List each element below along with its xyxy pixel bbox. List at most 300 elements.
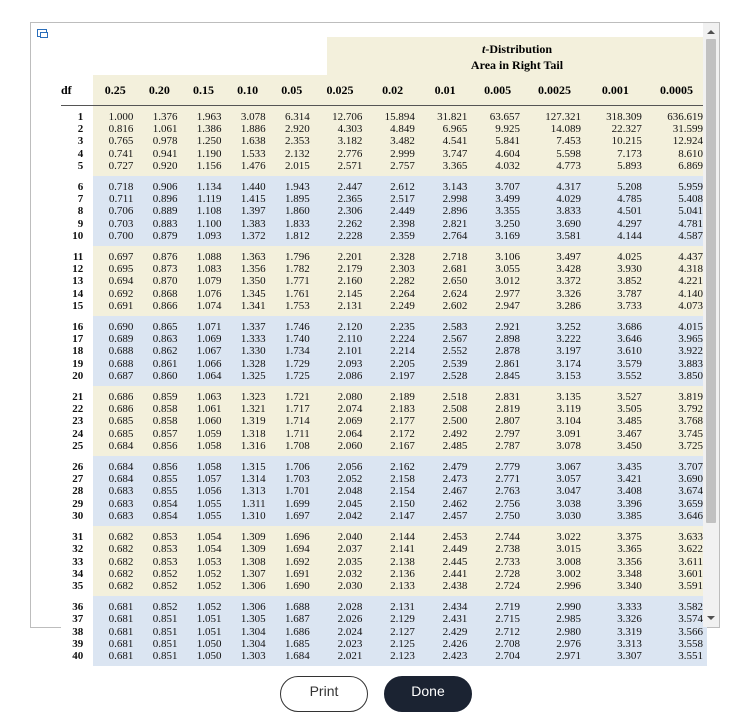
value-cell: 10.215 xyxy=(585,135,646,147)
value-cell: 63.657 xyxy=(471,106,524,124)
table-row xyxy=(61,358,707,370)
value-cell: 2.708 xyxy=(471,638,524,650)
value-cell: 1.053 xyxy=(181,556,225,568)
scroll-down-icon[interactable] xyxy=(703,611,719,625)
t-table xyxy=(61,75,707,666)
value-cell: 2.131 xyxy=(314,300,367,316)
value-cell: 1.074 xyxy=(181,300,225,316)
value-cell: 3.104 xyxy=(524,415,585,427)
df-cell: 37 xyxy=(61,613,93,625)
value-cell: 2.650 xyxy=(419,275,472,287)
value-cell: 2.473 xyxy=(419,473,472,485)
value-cell: 2.123 xyxy=(366,650,419,666)
value-cell: 1.686 xyxy=(270,626,314,638)
value-cell: 1.088 xyxy=(181,246,225,263)
value-cell: 1.729 xyxy=(270,358,314,370)
value-cell: 0.682 xyxy=(93,580,137,596)
value-cell: 0.681 xyxy=(93,638,137,650)
value-cell: 2.920 xyxy=(270,123,314,135)
value-cell: 2.724 xyxy=(471,580,524,596)
value-cell: 1.376 xyxy=(137,106,181,124)
value-cell: 0.857 xyxy=(137,428,181,440)
value-cell: 2.449 xyxy=(366,205,419,217)
value-cell: 2.980 xyxy=(524,626,585,638)
col-header: 0.025 xyxy=(314,75,367,106)
value-cell: 0.854 xyxy=(137,510,181,526)
value-cell: 2.921 xyxy=(471,316,524,333)
value-cell: 2.069 xyxy=(314,415,367,427)
df-cell: 21 xyxy=(61,386,93,403)
value-cell: 2.715 xyxy=(471,613,524,625)
value-cell: 0.851 xyxy=(137,650,181,666)
value-cell: 3.396 xyxy=(585,498,646,510)
value-cell: 1.688 xyxy=(270,596,314,613)
table-row xyxy=(61,176,707,193)
value-cell: 2.426 xyxy=(419,638,472,650)
value-cell: 2.086 xyxy=(314,370,367,386)
df-cell: 20 xyxy=(61,370,93,386)
value-cell: 3.313 xyxy=(585,638,646,650)
value-cell: 2.162 xyxy=(366,456,419,473)
value-cell: 5.208 xyxy=(585,176,646,193)
col-header: 0.20 xyxy=(137,75,181,106)
value-cell: 2.141 xyxy=(366,543,419,555)
value-cell: 1.309 xyxy=(226,526,270,543)
value-cell: 2.898 xyxy=(471,333,524,345)
value-cell: 3.319 xyxy=(585,626,646,638)
value-cell: 1.315 xyxy=(226,456,270,473)
value-cell: 0.694 xyxy=(93,275,137,287)
df-cell: 29 xyxy=(61,498,93,510)
value-cell: 1.055 xyxy=(181,510,225,526)
value-cell: 1.833 xyxy=(270,218,314,230)
df-cell: 31 xyxy=(61,526,93,543)
scrollbar[interactable] xyxy=(703,23,719,627)
value-cell: 3.833 xyxy=(524,205,585,217)
value-cell: 1.383 xyxy=(226,218,270,230)
value-cell: 636.619 xyxy=(646,106,707,124)
value-cell: 0.711 xyxy=(93,193,137,205)
value-cell: 2.718 xyxy=(419,246,472,263)
value-cell: 1.963 xyxy=(181,106,225,124)
value-cell: 2.845 xyxy=(471,370,524,386)
df-cell: 8 xyxy=(61,205,93,217)
value-cell: 2.441 xyxy=(419,568,472,580)
value-cell: 3.922 xyxy=(646,345,707,357)
value-cell: 0.689 xyxy=(93,333,137,345)
value-cell: 1.697 xyxy=(270,510,314,526)
value-cell: 2.183 xyxy=(366,403,419,415)
value-cell: 4.025 xyxy=(585,246,646,263)
value-cell: 2.093 xyxy=(314,358,367,370)
value-cell: 3.197 xyxy=(524,345,585,357)
value-cell: 2.776 xyxy=(314,148,367,160)
table-row xyxy=(61,650,707,666)
value-cell: 1.055 xyxy=(181,498,225,510)
scroll-up-icon[interactable] xyxy=(703,25,719,39)
value-cell: 3.611 xyxy=(646,556,707,568)
value-cell: 3.326 xyxy=(524,288,585,300)
value-cell: 1.699 xyxy=(270,498,314,510)
df-cell: 30 xyxy=(61,510,93,526)
value-cell: 2.167 xyxy=(366,440,419,456)
value-cell: 3.690 xyxy=(524,218,585,230)
value-cell: 4.297 xyxy=(585,218,646,230)
value-cell: 1.314 xyxy=(226,473,270,485)
value-cell: 2.138 xyxy=(366,556,419,568)
value-cell: 0.682 xyxy=(93,568,137,580)
value-cell: 0.686 xyxy=(93,386,137,403)
value-cell: 1.076 xyxy=(181,288,225,300)
df-cell: 4 xyxy=(61,148,93,160)
value-cell: 2.064 xyxy=(314,428,367,440)
value-cell: 2.977 xyxy=(471,288,524,300)
value-cell: 3.733 xyxy=(585,300,646,316)
df-cell: 27 xyxy=(61,473,93,485)
value-cell: 1.303 xyxy=(226,650,270,666)
value-cell: 2.110 xyxy=(314,333,367,345)
value-cell: 4.144 xyxy=(585,230,646,246)
value-cell: 3.819 xyxy=(646,386,707,403)
value-cell: 3.055 xyxy=(471,263,524,275)
value-cell: 2.728 xyxy=(471,568,524,580)
value-cell: 2.052 xyxy=(314,473,367,485)
value-cell: 2.133 xyxy=(366,580,419,596)
value-cell: 0.858 xyxy=(137,415,181,427)
col-header: 0.25 xyxy=(93,75,137,106)
value-cell: 2.438 xyxy=(419,580,472,596)
value-cell: 1.059 xyxy=(181,428,225,440)
value-cell: 0.866 xyxy=(137,300,181,316)
value-cell: 3.581 xyxy=(524,230,585,246)
df-cell: 15 xyxy=(61,300,93,316)
value-cell: 0.681 xyxy=(93,596,137,613)
value-cell: 5.598 xyxy=(524,148,585,160)
value-cell: 1.771 xyxy=(270,275,314,287)
df-cell: 1 xyxy=(61,106,93,124)
value-cell: 1.350 xyxy=(226,275,270,287)
value-cell: 3.435 xyxy=(585,456,646,473)
value-cell: 1.717 xyxy=(270,403,314,415)
value-cell: 2.080 xyxy=(314,386,367,403)
value-cell: 1.052 xyxy=(181,596,225,613)
value-cell: 3.365 xyxy=(585,543,646,555)
df-cell: 40 xyxy=(61,650,93,666)
table-row xyxy=(61,456,707,473)
value-cell: 0.861 xyxy=(137,358,181,370)
value-cell: 2.136 xyxy=(366,568,419,580)
df-cell: 19 xyxy=(61,358,93,370)
table-viewer xyxy=(30,22,720,662)
table-row xyxy=(61,333,707,345)
value-cell: 3.174 xyxy=(524,358,585,370)
value-cell: 2.457 xyxy=(419,510,472,526)
value-cell: 1.415 xyxy=(226,193,270,205)
table-row xyxy=(61,370,707,386)
value-cell: 1.304 xyxy=(226,638,270,650)
value-cell: 0.855 xyxy=(137,485,181,497)
value-cell: 1.703 xyxy=(270,473,314,485)
value-cell: 3.610 xyxy=(585,345,646,357)
value-cell: 0.920 xyxy=(137,160,181,176)
table-row xyxy=(61,596,707,613)
value-cell: 3.707 xyxy=(471,176,524,193)
value-cell: 0.870 xyxy=(137,275,181,287)
value-cell: 1.057 xyxy=(181,473,225,485)
value-cell: 2.201 xyxy=(314,246,367,263)
value-cell: 1.325 xyxy=(226,370,270,386)
value-cell: 0.685 xyxy=(93,415,137,427)
value-cell: 4.781 xyxy=(646,218,707,230)
table-row xyxy=(61,205,707,217)
value-cell: 3.038 xyxy=(524,498,585,510)
value-cell: 2.197 xyxy=(366,370,419,386)
value-cell: 1.079 xyxy=(181,275,225,287)
value-cell: 2.431 xyxy=(419,613,472,625)
value-cell: 1.812 xyxy=(270,230,314,246)
value-cell: 0.851 xyxy=(137,613,181,625)
value-cell: 2.757 xyxy=(366,160,419,176)
value-cell: 2.764 xyxy=(419,230,472,246)
value-cell: 3.408 xyxy=(585,485,646,497)
value-cell: 1.304 xyxy=(226,626,270,638)
value-cell: 6.965 xyxy=(419,123,472,135)
table-row xyxy=(61,135,707,147)
value-cell: 1.694 xyxy=(270,543,314,555)
value-cell: 1.050 xyxy=(181,650,225,666)
value-cell: 4.318 xyxy=(646,263,707,275)
value-cell: 1.696 xyxy=(270,526,314,543)
value-cell: 1.337 xyxy=(226,316,270,333)
value-cell: 3.356 xyxy=(585,556,646,568)
value-cell: 0.854 xyxy=(137,498,181,510)
value-cell: 2.101 xyxy=(314,345,367,357)
value-cell: 1.071 xyxy=(181,316,225,333)
value-cell: 3.558 xyxy=(646,638,707,650)
value-cell: 1.440 xyxy=(226,176,270,193)
value-cell: 3.852 xyxy=(585,275,646,287)
value-cell: 3.850 xyxy=(646,370,707,386)
value-cell: 2.750 xyxy=(471,510,524,526)
value-cell: 3.574 xyxy=(646,613,707,625)
table-row xyxy=(61,415,707,427)
value-cell: 3.505 xyxy=(585,403,646,415)
value-cell: 2.763 xyxy=(471,485,524,497)
value-cell: 1.687 xyxy=(270,613,314,625)
value-cell: 2.154 xyxy=(366,485,419,497)
value-cell: 0.695 xyxy=(93,263,137,275)
value-cell: 1.341 xyxy=(226,300,270,316)
value-cell: 1.345 xyxy=(226,288,270,300)
value-cell: 127.321 xyxy=(524,106,585,124)
value-cell: 2.807 xyxy=(471,415,524,427)
value-cell: 0.691 xyxy=(93,300,137,316)
value-cell: 3.169 xyxy=(471,230,524,246)
df-cell: 18 xyxy=(61,345,93,357)
df-cell: 23 xyxy=(61,415,93,427)
table-row xyxy=(61,580,707,596)
value-cell: 2.434 xyxy=(419,596,472,613)
value-cell: 2.612 xyxy=(366,176,419,193)
value-cell: 6.869 xyxy=(646,160,707,176)
value-cell: 2.878 xyxy=(471,345,524,357)
value-cell: 1.356 xyxy=(226,263,270,275)
value-cell: 2.015 xyxy=(270,160,314,176)
value-cell: 1.051 xyxy=(181,613,225,625)
value-cell: 4.140 xyxy=(646,288,707,300)
value-cell: 4.032 xyxy=(471,160,524,176)
table-row xyxy=(61,626,707,638)
value-cell: 3.646 xyxy=(646,510,707,526)
value-cell: 1.708 xyxy=(270,440,314,456)
value-cell: 7.173 xyxy=(585,148,646,160)
value-cell: 2.447 xyxy=(314,176,367,193)
value-cell: 0.741 xyxy=(93,148,137,160)
value-cell: 1.066 xyxy=(181,358,225,370)
value-cell: 3.002 xyxy=(524,568,585,580)
value-cell: 2.896 xyxy=(419,205,472,217)
value-cell: 0.683 xyxy=(93,510,137,526)
value-cell: 4.587 xyxy=(646,230,707,246)
value-cell: 3.333 xyxy=(585,596,646,613)
table-row xyxy=(61,638,707,650)
value-cell: 0.853 xyxy=(137,543,181,555)
header-row xyxy=(61,75,707,106)
value-cell: 2.303 xyxy=(366,263,419,275)
value-cell: 1.321 xyxy=(226,403,270,415)
value-cell: 2.365 xyxy=(314,193,367,205)
value-cell: 0.718 xyxy=(93,176,137,193)
value-cell: 1.060 xyxy=(181,415,225,427)
value-cell: 0.896 xyxy=(137,193,181,205)
value-cell: 2.744 xyxy=(471,526,524,543)
value-cell: 0.685 xyxy=(93,428,137,440)
value-cell: 2.583 xyxy=(419,316,472,333)
value-cell: 1.701 xyxy=(270,485,314,497)
value-cell: 2.985 xyxy=(524,613,585,625)
value-cell: 2.998 xyxy=(419,193,472,205)
value-cell: 3.106 xyxy=(471,246,524,263)
value-cell: 0.682 xyxy=(93,526,137,543)
table-row xyxy=(61,556,707,568)
table-row xyxy=(61,160,707,176)
value-cell: 0.684 xyxy=(93,473,137,485)
df-cell: 33 xyxy=(61,556,93,568)
value-cell: 1.309 xyxy=(226,543,270,555)
value-cell: 1.108 xyxy=(181,205,225,217)
value-cell: 2.485 xyxy=(419,440,472,456)
scrollbar-thumb[interactable] xyxy=(706,39,716,523)
value-cell: 2.026 xyxy=(314,613,367,625)
value-cell: 0.855 xyxy=(137,473,181,485)
value-cell: 5.041 xyxy=(646,205,707,217)
df-cell: 11 xyxy=(61,246,93,263)
value-cell: 2.224 xyxy=(366,333,419,345)
value-cell: 2.423 xyxy=(419,650,472,666)
value-cell: 1.860 xyxy=(270,205,314,217)
table-title: t-Distribution Area in Right Tail xyxy=(327,37,707,75)
value-cell: 2.262 xyxy=(314,218,367,230)
value-cell: 1.054 xyxy=(181,543,225,555)
value-cell: 5.959 xyxy=(646,176,707,193)
value-cell: 1.323 xyxy=(226,386,270,403)
value-cell: 2.756 xyxy=(471,498,524,510)
value-cell: 2.819 xyxy=(471,403,524,415)
value-cell: 1.943 xyxy=(270,176,314,193)
value-cell: 3.421 xyxy=(585,473,646,485)
value-cell: 3.527 xyxy=(585,386,646,403)
value-cell: 1.533 xyxy=(226,148,270,160)
value-cell: 2.060 xyxy=(314,440,367,456)
value-cell: 1.308 xyxy=(226,556,270,568)
value-cell: 1.093 xyxy=(181,230,225,246)
print-button[interactable]: Print xyxy=(280,676,368,712)
value-cell: 4.303 xyxy=(314,123,367,135)
col-header: 0.0025 xyxy=(524,75,585,106)
df-cell: 6 xyxy=(61,176,93,193)
value-cell: 2.445 xyxy=(419,556,472,568)
value-cell: 1.054 xyxy=(181,526,225,543)
value-cell: 3.119 xyxy=(524,403,585,415)
value-cell: 2.719 xyxy=(471,596,524,613)
value-cell: 2.328 xyxy=(366,246,419,263)
value-cell: 2.177 xyxy=(366,415,419,427)
done-button[interactable]: Done xyxy=(384,676,472,712)
value-cell: 2.158 xyxy=(366,473,419,485)
value-cell: 1.692 xyxy=(270,556,314,568)
value-cell: 0.851 xyxy=(137,626,181,638)
col-header: 0.0005 xyxy=(646,75,707,106)
value-cell: 2.074 xyxy=(314,403,367,415)
value-cell: 2.479 xyxy=(419,456,472,473)
value-cell: 2.282 xyxy=(366,275,419,287)
value-cell: 9.925 xyxy=(471,123,524,135)
value-cell: 3.078 xyxy=(226,106,270,124)
value-cell: 2.738 xyxy=(471,543,524,555)
value-cell: 3.015 xyxy=(524,543,585,555)
df-cell: 3 xyxy=(61,135,93,147)
value-cell: 15.894 xyxy=(366,106,419,124)
value-cell: 3.372 xyxy=(524,275,585,287)
value-cell: 0.683 xyxy=(93,485,137,497)
expand-icon[interactable] xyxy=(37,29,49,39)
value-cell: 3.582 xyxy=(646,596,707,613)
value-cell: 1.100 xyxy=(181,218,225,230)
value-cell: 2.990 xyxy=(524,596,585,613)
value-cell: 0.856 xyxy=(137,440,181,456)
value-cell: 1.476 xyxy=(226,160,270,176)
value-cell: 2.032 xyxy=(314,568,367,580)
table-row xyxy=(61,300,707,316)
value-cell: 3.348 xyxy=(585,568,646,580)
value-cell: 4.501 xyxy=(585,205,646,217)
value-cell: 1.156 xyxy=(181,160,225,176)
value-cell: 1.316 xyxy=(226,440,270,456)
value-cell: 1.740 xyxy=(270,333,314,345)
df-cell: 14 xyxy=(61,288,93,300)
value-cell: 3.135 xyxy=(524,386,585,403)
value-cell: 2.172 xyxy=(366,428,419,440)
value-cell: 1.050 xyxy=(181,638,225,650)
value-cell: 0.681 xyxy=(93,613,137,625)
table-body xyxy=(61,106,707,667)
value-cell: 3.067 xyxy=(524,456,585,473)
table-row xyxy=(61,193,707,205)
value-cell: 3.499 xyxy=(471,193,524,205)
value-cell: 1.397 xyxy=(226,205,270,217)
value-cell: 0.816 xyxy=(93,123,137,135)
value-cell: 0.859 xyxy=(137,386,181,403)
